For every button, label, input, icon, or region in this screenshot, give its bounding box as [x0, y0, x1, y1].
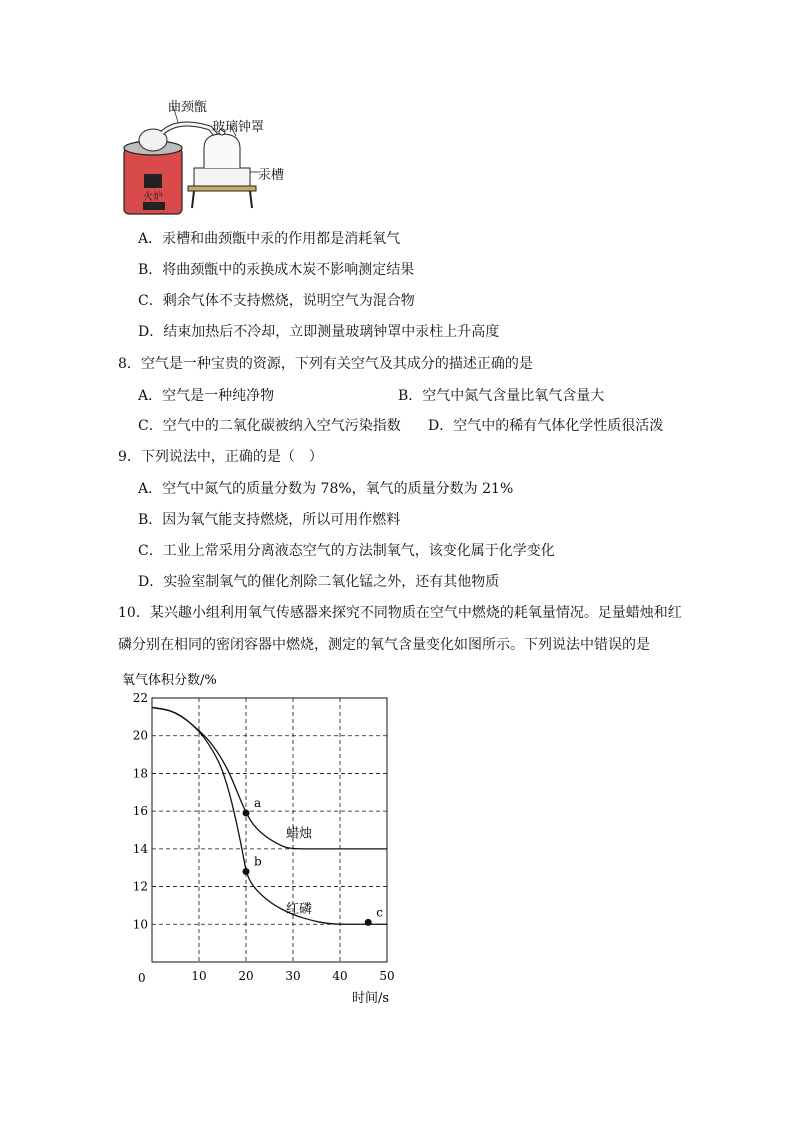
q9-option-d[interactable]: D．实验室制氧气的催化剂除二氧化锰之外，还有其他物质	[138, 574, 500, 590]
furnace-window	[144, 174, 162, 188]
x-tick-label-40: 40	[332, 969, 348, 983]
data-point-label-c: c	[376, 905, 383, 920]
data-point-c	[365, 919, 372, 926]
data-point-a	[243, 810, 250, 817]
bell-jar-label: 玻璃钟罩	[212, 120, 265, 135]
q7-option-b[interactable]: B．将曲颈甑中的汞换成木炭不影响测定结果	[138, 262, 415, 278]
series-line-1	[152, 707, 387, 848]
trough-label: 汞槽	[258, 168, 285, 183]
y-tick-label-18: 18	[132, 766, 148, 781]
table	[188, 186, 256, 191]
q10-stem-line2: 磷分别在相同的密闭容器中燃烧，测定的氧气含量变化如图所示。下列说法中错误的是	[118, 637, 650, 653]
y-tick-label-10: 10	[132, 917, 148, 932]
x-tick-label-20: 20	[238, 969, 254, 983]
retort-label: 曲颈甑	[168, 100, 208, 115]
data-point-label-a: a	[254, 796, 262, 811]
data-point-label-b: b	[254, 854, 262, 869]
y-axis-label: 氧气体积分数/%	[122, 673, 217, 688]
q8-option-c[interactable]: C．空气中的二氧化碳被纳入空气污染指数	[138, 418, 401, 434]
furnace-vent	[143, 202, 165, 210]
q9-option-c[interactable]: C．工业上常采用分离液态空气的方法制氧气，该变化属于化学变化	[138, 543, 555, 559]
y-tick-label-22: 22	[132, 691, 148, 705]
q8-stem: 8．空气是一种宝贵的资源，下列有关空气及其成分的描述正确的是	[118, 356, 533, 372]
series-label-2: 红磷	[285, 901, 312, 917]
q7-option-a[interactable]: A．汞槽和曲颈甑中汞的作用都是消耗氧气	[138, 231, 401, 247]
y-tick-label-16: 16	[132, 804, 148, 819]
q7-option-c[interactable]: C．剩余气体不支持燃烧，说明空气为混合物	[138, 293, 415, 309]
q8-option-d[interactable]: D．空气中的稀有气体化学性质很活泼	[428, 418, 664, 434]
x-tick-label-50: 50	[379, 969, 395, 983]
furnace-label: 火炉	[143, 192, 163, 203]
q8-option-b[interactable]: B．空气中氮气含量比氧气含量大	[398, 388, 605, 404]
x-tick-label-10: 10	[191, 969, 207, 983]
series-label-1: 蜡烛	[285, 826, 312, 842]
q9-option-b[interactable]: B．因为氧气能支持燃烧，所以可用作燃料	[138, 512, 401, 528]
data-point-b	[243, 868, 250, 875]
y-tick-label-20: 20	[132, 728, 148, 743]
plot-frame	[152, 698, 387, 962]
bell-jar	[204, 134, 240, 168]
origin-label: 0	[138, 971, 146, 985]
mercury-trough	[194, 168, 250, 186]
q7-option-d[interactable]: D．结束加热后不冷却，立即测量玻璃钟罩中汞柱上升高度	[138, 324, 500, 340]
mercury-apparatus-figure	[118, 90, 298, 220]
q9-option-a[interactable]: A．空气中氮气的质量分数为 78%，氧气的质量分数为 21%	[138, 481, 514, 497]
x-tick-label-30: 30	[285, 969, 301, 983]
y-tick-label-14: 14	[132, 841, 148, 856]
q10-stem-line1: 10．某兴趣小组利用氧气传感器来探究不同物质在空气中燃烧的耗氧量情况。足量蜡烛和红	[118, 605, 682, 621]
x-axis-label: 时间/s	[352, 991, 390, 1006]
oxygen-content-chart	[112, 662, 412, 1012]
q9-stem: 9．下列说法中，正确的是（ ）	[118, 449, 323, 465]
series-line-2	[152, 707, 387, 924]
q8-option-a[interactable]: A．空气是一种纯净物	[138, 388, 275, 404]
y-tick-label-12: 12	[132, 879, 148, 894]
